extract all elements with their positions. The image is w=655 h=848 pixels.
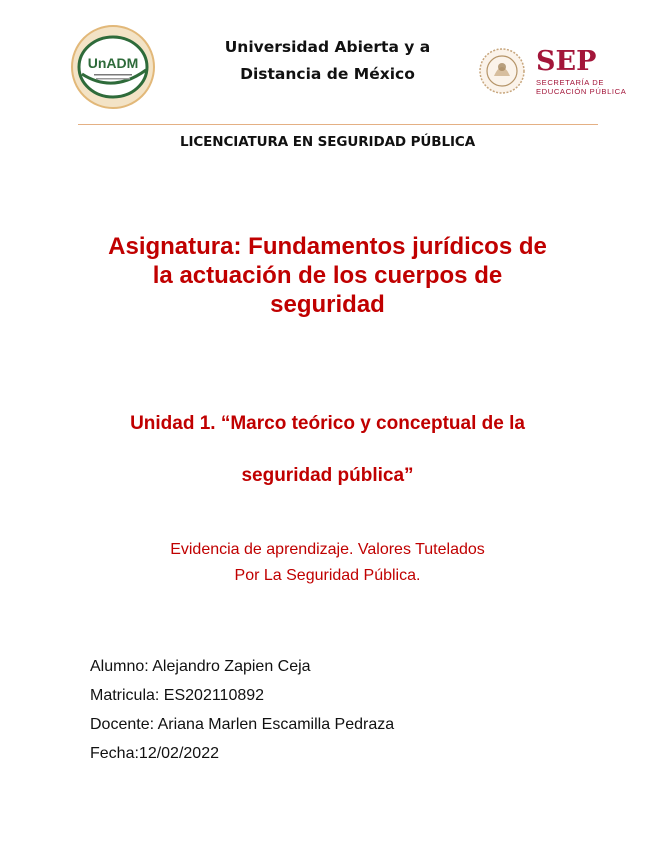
subject-title [70,232,585,319]
evidence-line-1: Evidencia de aprendizaje. Valores Tutelados [170,541,485,558]
program-name: LICENCIATURA EN SEGURIDAD PÚBLICA [179,134,476,150]
mexico-seal-icon [480,49,524,93]
sep-logo [478,42,638,100]
sep-logo-text: SEP [536,46,597,77]
subject-line-1: Asignatura: Fundamentos jurídicos de [108,233,547,260]
subject-line-3: seguridad [270,291,385,318]
student-id: Matricula: ES202110892 [90,687,265,704]
unit-line-2: seguridad pública” [241,465,414,486]
subject-line-2: la actuación de los cuerpos de [152,262,503,289]
unadm-logo-text: UnADM [87,55,139,71]
institution-name [200,34,455,88]
teacher-name: Docente: Ariana Marlen Escamilla Pedraza [90,716,395,733]
sep-logo-sub-2: EDUCACIÓN PÚBLICA [536,87,627,96]
institution-line-1: Universidad Abierta y a [224,38,431,56]
evidence-title [70,537,585,589]
sep-logo-sub-1: SECRETARÍA DE [536,78,605,87]
unadm-logo [70,24,156,110]
unit-title [70,398,585,502]
institution-line-2: Distancia de México [240,65,415,83]
unit-line-1: Unidad 1. “Marco teórico y conceptual de la [130,413,525,434]
student-name: Alumno: Alejandro Zapien Ceja [90,658,311,675]
student-info [90,652,610,768]
evidence-line-2: Por La Seguridad Pública. [234,567,421,584]
header-divider [78,124,598,125]
date: Fecha:12/02/2022 [90,745,219,762]
